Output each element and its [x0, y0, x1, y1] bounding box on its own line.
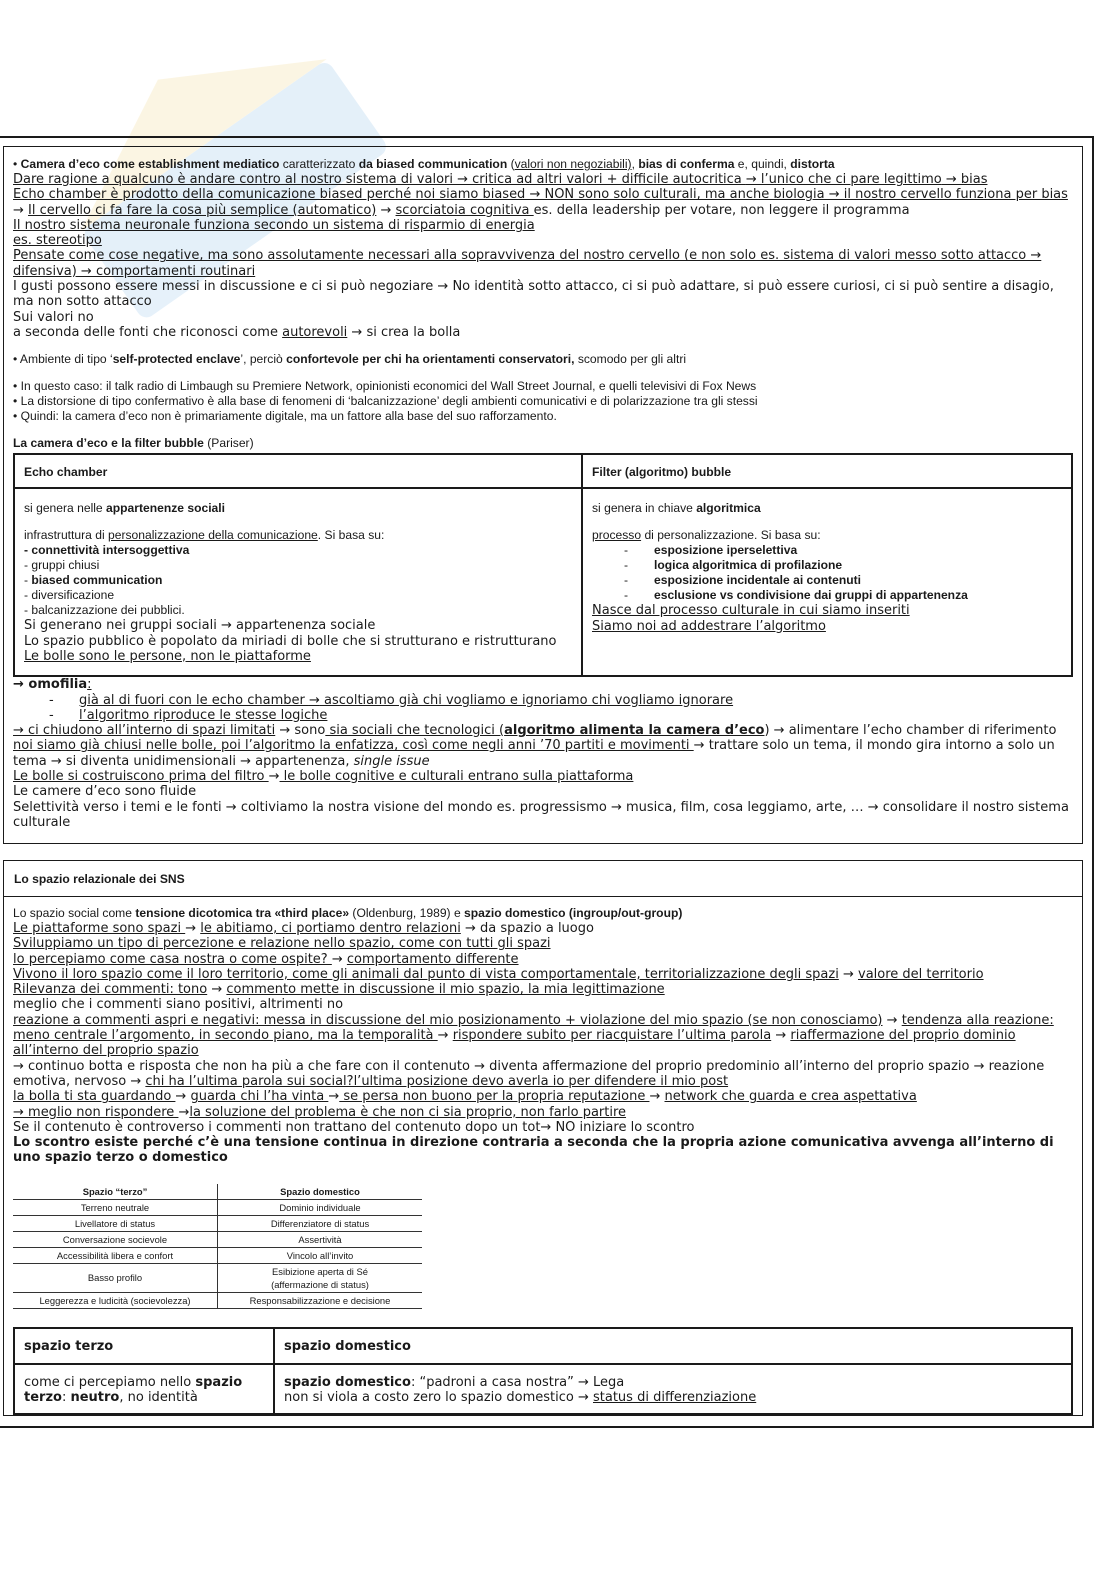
mini-cell: Leggerezza e ludicità (socievolezza): [13, 1292, 218, 1308]
text-line: Sviluppiamo un tipo di percezione e relazione nello spazio, come con tutti gli spazi: [13, 936, 551, 952]
text-line: Selettività verso i temi e le fonti → coltiviamo la nostra visione del mondo es. progressismo → musica, film, cosa leggiamo, arte, … → consolidare il nostro sistema: [13, 799, 1069, 815]
mini-cell: Basso profilo: [13, 1263, 218, 1292]
mini-cell: Accessibilità libera e confort: [13, 1247, 218, 1263]
text-line: Pensate come cose negative, ma sono assolutamente necessari alla sopravvivenza del nostro cervello (e non solo es. sistema di valori messo sotto attacco →: [13, 248, 1042, 264]
spazio-comparison-image-table: [13, 1184, 422, 1309]
cell-line: Le bolle sono le persone, non le piattaforme: [24, 648, 311, 664]
text-line: Lo spazio social come tensione dicotomica tra «third place» (Oldenburg, 1989) e spazio domestico (ingroup/out-group): [13, 906, 683, 920]
cell-line: terzo: neutro, no identità: [24, 1390, 198, 1406]
text-line: reazione a commenti aspri e negativi: messa in discussione del mio posizionamento + violazione del mio spazio (se non conosciamo) → tendenza alla reazione:: [13, 1012, 1054, 1028]
text-line: • In questo caso: il talk radio di Limbaugh su Premiere Network, opinionisti economici del Wall Street Journal, e quelli televisivi di Fox News: [13, 379, 757, 394]
bullet-item: - esposizione iperselettiva: [624, 543, 798, 558]
cell-line: non si viola a costo zero lo spazio domestico → status di differenziazione: [284, 1390, 757, 1406]
text-line: • Camera d’eco come establishment mediatico caratterizzato da biased communication (valori non negoziabili), bias di conferma e, quindi, distorta: [13, 157, 835, 171]
omofilia-heading: → omofilia:: [13, 677, 92, 693]
bullet-item: - esposizione incidentale ai contenuti: [624, 573, 861, 588]
text-line: lo percepiamo come casa nostra o come ospite? → comportamento differente: [13, 951, 519, 967]
mini-cell: Differenziatore di status: [218, 1215, 423, 1231]
text-line: ma non sotto attacco: [13, 294, 152, 310]
text-line: → ci chiudono all’interno di spazi limitati → sono sia sociali che tecnologici (algoritmo alimenta la camera d’eco) → alimentare l’echo chamber di riferimento: [13, 723, 1057, 739]
text-line: I gusti possono essere messi in discussione e ci si può negoziare → No identità sotto attacco, ci si può adattare, si può essere curiosi, ci si può sentire a disagio,: [13, 279, 1054, 295]
text-line: tema → si diventa unidimensionali → appartenenza, single issue: [13, 753, 430, 769]
section-title: Lo spazio relazionale dei SNS: [4, 861, 1082, 897]
spazio-terzo-header: spazio terzo: [24, 1338, 114, 1354]
omofilia-notes: [13, 677, 1073, 830]
text-line: → meglio non rispondere →la soluzione del problema è che non ci sia proprio, non farlo partire: [13, 1104, 627, 1120]
filter-bubble-header: Filter (algoritmo) bubble: [592, 465, 732, 480]
text-line: • Quindi: la camera d’eco non è primariamente digitale, ma un fattore alla base del suo rafforzamento.: [13, 409, 557, 424]
text-line: • Ambiente di tipo ‘self-protected enclave’, perciò confortevole per chi ha orientamenti conservatori, scomodo per gli altri: [13, 352, 687, 367]
text-line: a seconda delle fonti che riconosci come autorevoli → si crea la bolla: [13, 324, 461, 340]
bullet-item: - logica algoritmica di profilazione: [624, 558, 843, 573]
cell-line: Lo spazio pubblico è popolato da miriadi di bolle che si strutturano e ristrutturano: [24, 633, 557, 649]
text-line: Se il contenuto è controverso i commenti non trattano del contenuto dopo un tot→ NO iniziare lo scontro: [13, 1119, 695, 1135]
bullet-item: - esclusione vs condivisione dai gruppi di appartenenza: [624, 588, 968, 603]
echo-chamber-cell: [15, 489, 581, 675]
mini-cell: Assertività: [218, 1231, 423, 1247]
spacer: [24, 516, 572, 528]
text-line: La camera d’eco e la filter bubble (Pariser): [13, 436, 254, 451]
spazio-domestico-cell: [275, 1365, 1071, 1413]
text-line: meglio che i commenti siano positivi, altrimenti no: [13, 997, 344, 1013]
text-line: Il nostro sistema neuronale funziona secondo un sistema di risparmio di energia: [13, 217, 535, 233]
cell-line: Nasce dal processo culturale in cui siamo inseriti: [592, 603, 910, 619]
cell-line: - balcanizzazione dei pubblici.: [24, 603, 185, 618]
cell-line: infrastruttura di personalizzazione della comunicazione. Si basa su:: [24, 528, 385, 543]
text-line: uno spazio terzo o domestico: [13, 1150, 228, 1166]
echo-chamber-notes: [13, 157, 1073, 451]
mini-header: Spazio domestico: [218, 1184, 423, 1200]
mini-cell: Conversazione socievole: [13, 1231, 218, 1247]
spazio-notes: [13, 906, 1073, 1166]
spazio-terzo-cell: [15, 1365, 273, 1413]
text-line: Le piattaforme sono spazi → le abitiamo, ci portiamo dentro relazioni → da spazio a luogo: [13, 921, 594, 936]
spacer: [13, 367, 1073, 379]
sub-bullet: - già al di fuori con le echo chamber → ascoltiamo già chi vogliamo e ignoriamo chi vogliamo ignorare: [49, 692, 734, 708]
section-spazio-relazionale: [3, 860, 1083, 1416]
text-line: Le bolle si costruiscono prima del filtro → le bolle cognitive e culturali entrano sulla piattaforma: [13, 769, 634, 785]
text-line: Rilevanza dei commenti: tono → commento mette in discussione il mio spazio, la mia legittimazione: [13, 982, 665, 998]
spazio-domestico-header: spazio domestico: [284, 1338, 411, 1354]
text-line: Dare ragione a qualcuno è andare contro al nostro sistema di valori → critica ad altri valori + difficile autocritica → l’unico che ci pare legittimo → bias: [13, 172, 988, 187]
cell-line: - connettività intersoggettiva: [24, 543, 190, 558]
spacer: [13, 340, 1073, 352]
text-line: Echo chamber è prodotto della comunicazione biased perché noi siamo biased → NON sono solo culturali, ma anche biologia → il nostro cervello funziona per bias: [13, 187, 1068, 203]
text-line: Vivono il loro spazio come il loro territorio, come gli animali dal punto di vista comportamentale, territorializzazione degli spazi → valore del territorio: [13, 966, 984, 982]
cell-line: si genera in chiave algoritmica: [592, 501, 761, 516]
section-echo-chamber: [3, 146, 1083, 844]
cell-line: - diversificazione: [24, 588, 115, 603]
text-line: es. stereotipo: [13, 233, 102, 249]
text-line: meno centrale l’argomento, in secondo piano, ma la temporalità → rispondere subito per riacquistare l’ultima parola → riaffermazione del proprio dominio: [13, 1028, 1016, 1044]
text-line: la bolla ti sta guardando → guarda chi l’ha vinta → se persa non buono per la propria reputazione → network che guarda e crea aspettativa: [13, 1089, 917, 1105]
mini-cell: Dominio individuale: [218, 1199, 423, 1215]
text-line: difensiva) → comportamenti routinari: [13, 263, 256, 279]
cell-line: spazio domestico: “padroni a casa nostra” → Lega: [284, 1374, 625, 1390]
text-line: Lo scontro esiste perché c’è una tensione continua in direzione contraria a seconda che la propria azione comunicativa avvenga all’interno di: [13, 1135, 1054, 1151]
text-line: → Il cervello ci fa fare la cosa più semplice (automatico) → scorciatoia cognitiva es. della leadership per votare, non leggere il programma: [13, 202, 910, 218]
text-line: Sui valori no: [13, 309, 94, 325]
text-line: • La distorsione di tipo confermativo è alla base di fenomeni di ‘balcanizzazione’ degli ambienti comunicativi e di polarizzazione tra gli stessi: [13, 394, 758, 409]
mini-header: Spazio “terzo”: [13, 1184, 218, 1200]
mini-cell: Vincolo all’invito: [218, 1247, 423, 1263]
text-line: all’interno del proprio spazio: [13, 1043, 199, 1059]
mini-cell: Esibizione aperta di Sé (affermazione di status): [218, 1263, 423, 1292]
text-line: noi siamo già chiusi nelle bolle, poi l’algoritmo la enfatizza, così come negli anni ’70 partiti e movimenti → trattare solo un tema, il mondo gira intorno a solo un: [13, 738, 1055, 754]
filter-bubble-cell: [583, 489, 1071, 675]
text-line: Le camere d’eco sono fluide: [13, 784, 197, 800]
sub-bullet: - l’algoritmo riproduce le stesse logiche: [49, 707, 328, 723]
text-line: culturale: [13, 814, 71, 830]
cell-line: come ci percepiamo nello spazio: [24, 1374, 243, 1390]
cell-line: Siamo noi ad addestrare l’algoritmo: [592, 618, 826, 634]
echo-vs-filter-table: [13, 453, 1073, 677]
mini-cell: Responsabilizzazione e decisione: [218, 1292, 423, 1308]
cell-line: si genera nelle appartenenze sociali: [24, 501, 225, 516]
cell-line: processo di personalizzazione. Si basa su:: [592, 528, 821, 543]
spacer: [13, 424, 1073, 436]
text-line: emotiva, nervoso → chi ha l’ultima parola sui social?l’ultima posizione devo averla io per difendere il mio post: [13, 1073, 729, 1089]
spacer: [592, 516, 1062, 528]
text-line: → continuo botta e risposta che non ha più a che fare con il contenuto → diventa affermazione del proprio predominio all’interno del proprio spazio → reazione: [13, 1058, 1045, 1074]
mini-cell: Livellatore di status: [13, 1215, 218, 1231]
echo-chamber-header: Echo chamber: [24, 465, 108, 480]
cell-line: - biased communication: [24, 573, 163, 588]
mini-cell: Terreno neutrale: [13, 1199, 218, 1215]
cell-line: Si generano nei gruppi sociali → appartenenza sociale: [24, 618, 376, 634]
spazio-terzo-domestico-table: [13, 1327, 1073, 1415]
cell-line: - gruppi chiusi: [24, 558, 100, 573]
